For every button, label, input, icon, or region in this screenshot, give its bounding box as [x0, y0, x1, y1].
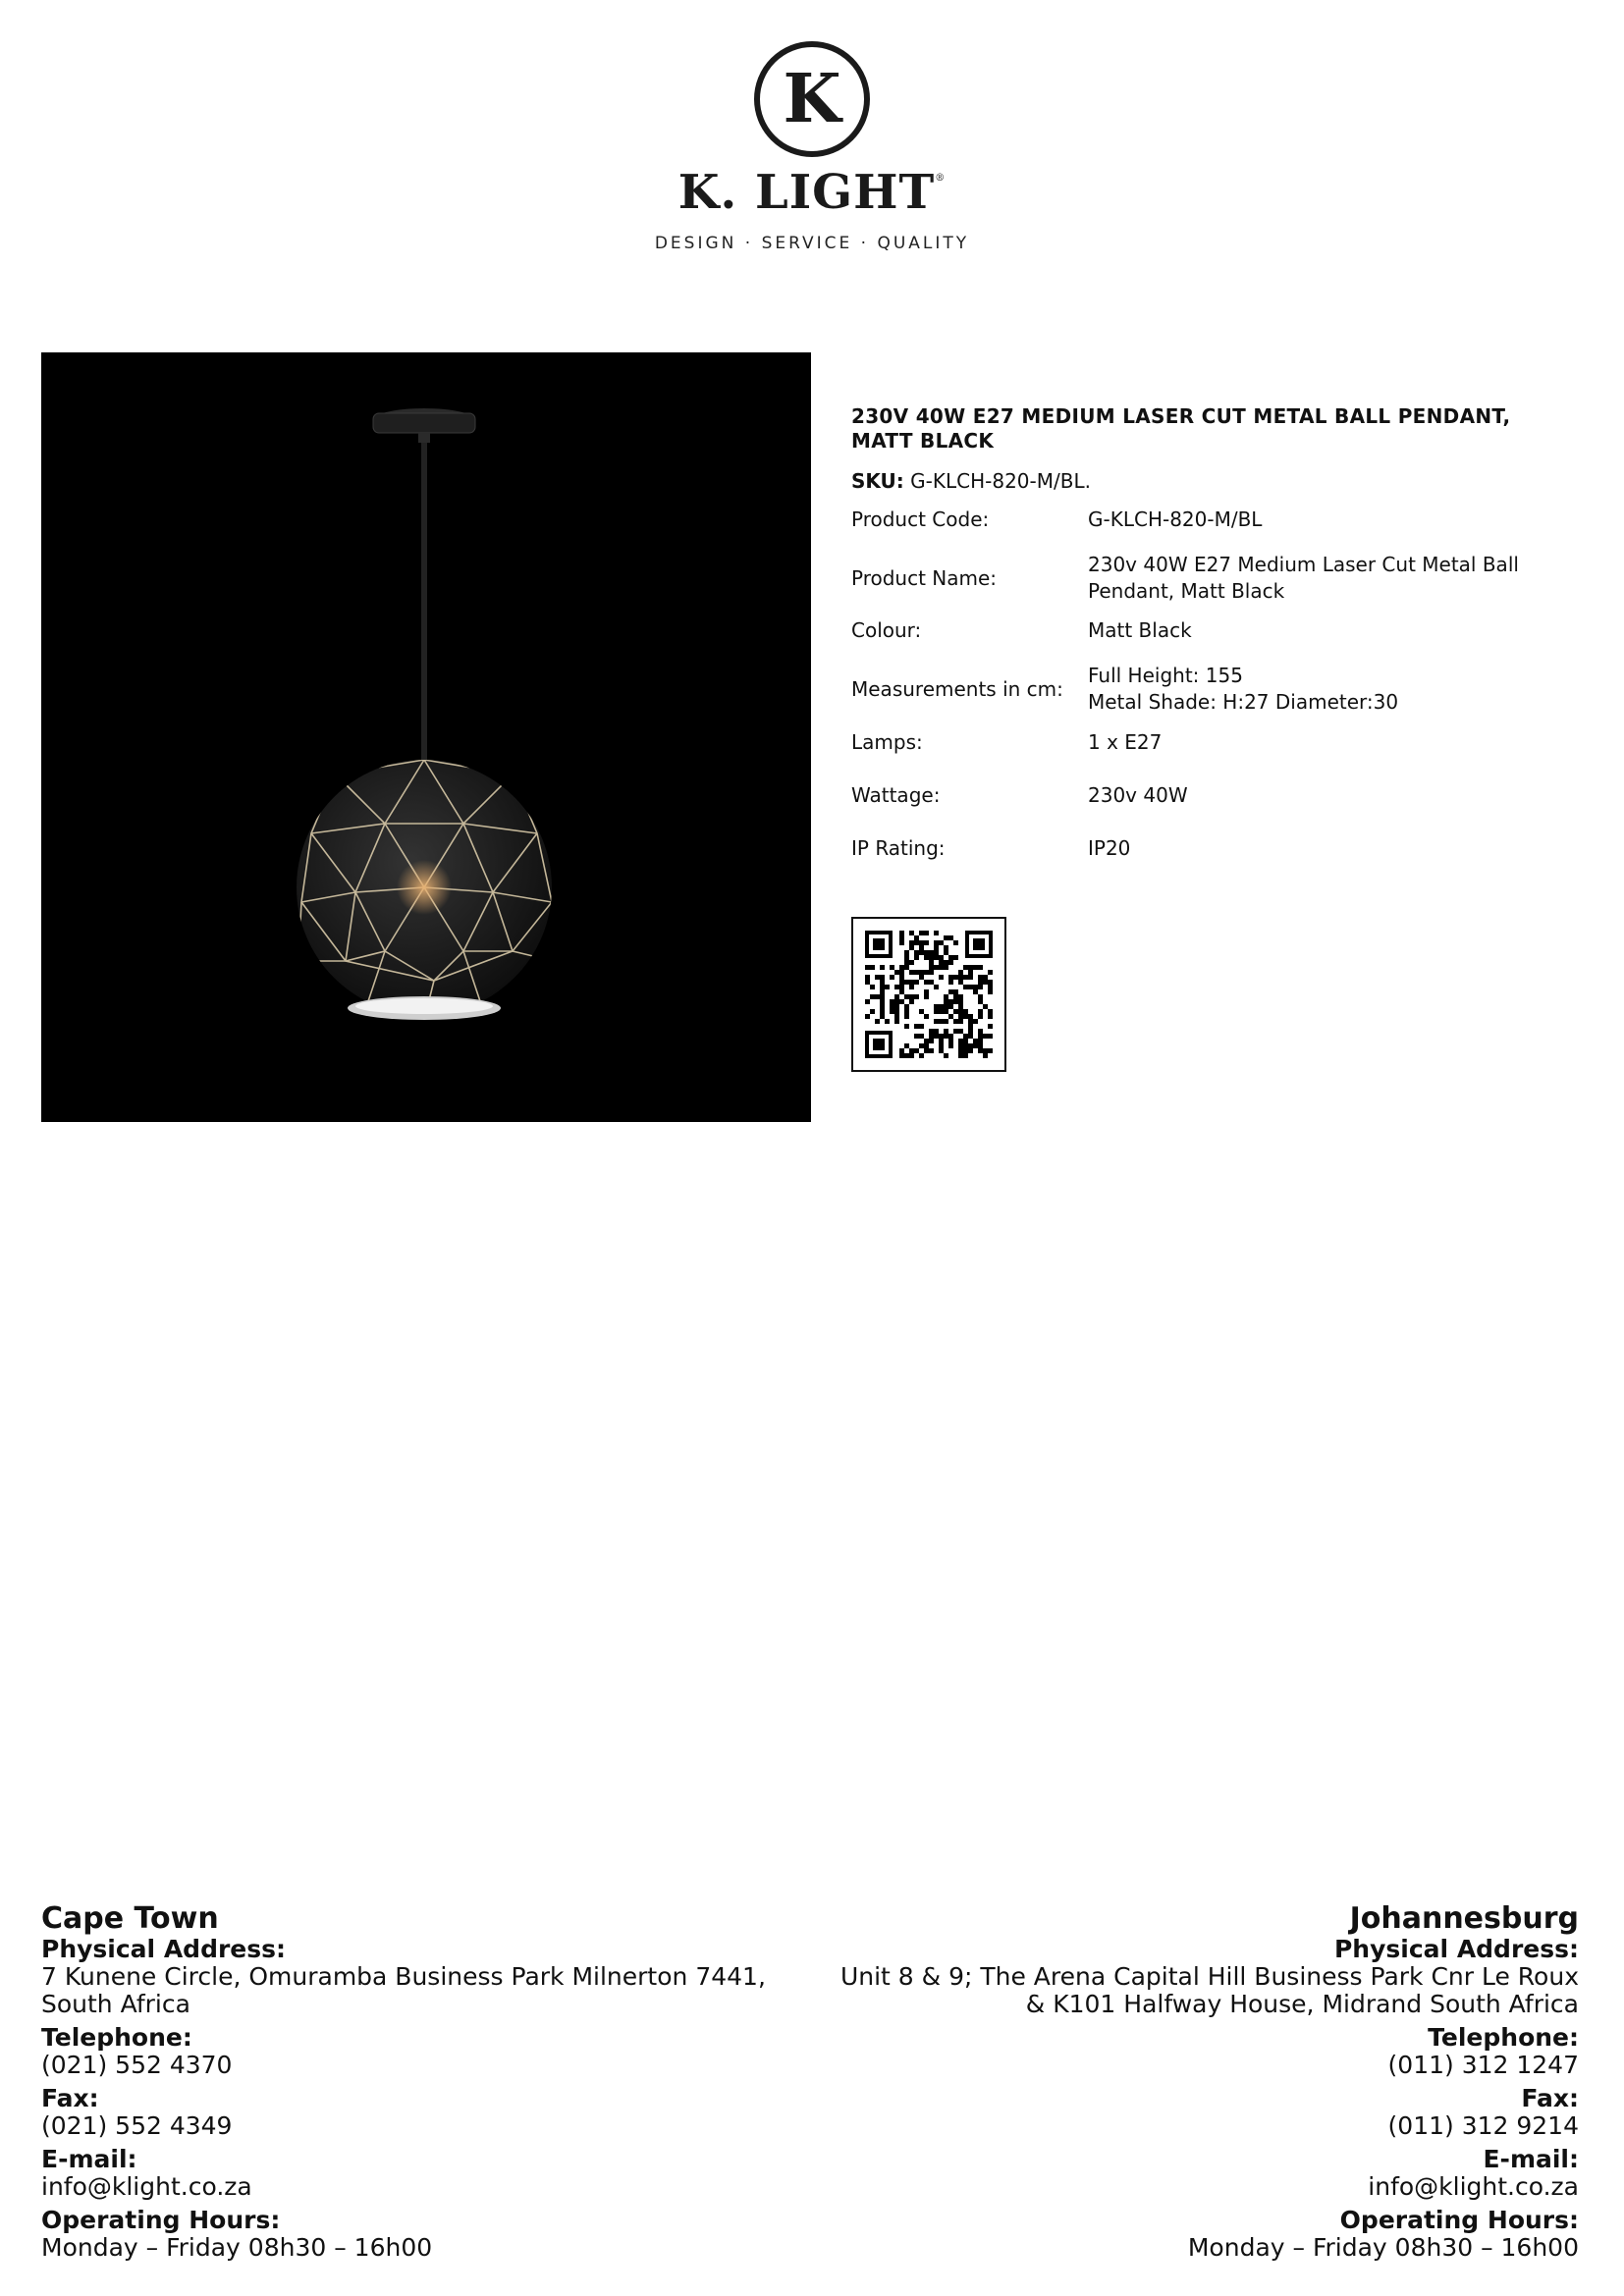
product-title: 230V 40W E27 MEDIUM LASER CUT METAL BALL PENDANT, MATT BLACK	[851, 404, 1511, 453]
brand-name	[0, 165, 1624, 220]
spec-value: G-KLCH-820-M/BL	[1088, 507, 1263, 531]
sku-value: G-KLCH-820-M/BL.	[910, 469, 1091, 493]
spec-value: IP20	[1088, 836, 1131, 860]
footer-cape-town	[41, 1902, 807, 2262]
qr-code[interactable]	[851, 917, 1006, 1072]
spec-label: Product Code:	[851, 507, 990, 531]
spec-value: 230v 40W E27 Medium Laser Cut Metal Ball Pendant, Matt Black	[1088, 553, 1519, 603]
hours-label: Operating Hours:	[41, 2206, 281, 2234]
spec-row-measurements	[851, 663, 1578, 716]
hours-value: Monday – Friday 08h30 – 16h00	[1187, 2233, 1579, 2262]
email-label: E-mail:	[41, 2145, 137, 2173]
sku-label: SKU:	[851, 469, 904, 493]
email-link[interactable]: info@klight.co.za	[1368, 2172, 1579, 2201]
address-line: South Africa	[41, 1990, 190, 2018]
spec-label: Product Name:	[851, 566, 998, 590]
spec-row-product-name	[851, 552, 1578, 605]
fax-value: (021) 552 4349	[41, 2111, 233, 2140]
spec-row-colour	[851, 617, 1578, 644]
spec-row-ip-rating	[851, 835, 1578, 862]
spec-label: Wattage:	[851, 783, 941, 807]
fax-label: Fax:	[1521, 2084, 1579, 2112]
company-logo	[0, 39, 1624, 253]
spec-row-wattage	[851, 782, 1578, 809]
k-circle-logo-icon	[752, 39, 872, 159]
spec-label: IP Rating:	[851, 836, 946, 860]
spec-label: Lamps:	[851, 730, 923, 754]
address-label: Physical Address:	[41, 1935, 287, 1963]
logo-letter: K	[783, 60, 841, 138]
product-details	[851, 404, 1578, 860]
spec-value: 1 x E27	[1088, 730, 1163, 754]
city-name: Johannesburg	[1349, 1901, 1579, 1936]
fax-value: (011) 312 9214	[1387, 2111, 1579, 2140]
city-name: Cape Town	[41, 1901, 219, 1936]
fax-label: Fax:	[41, 2084, 99, 2112]
spec-value-line: Full Height: 155	[1088, 664, 1243, 687]
telephone-label: Telephone:	[1428, 2023, 1579, 2052]
sku-line	[851, 469, 1578, 493]
email-label: E-mail:	[1483, 2145, 1579, 2173]
telephone-value[interactable]: (021) 552 4370	[41, 2051, 233, 2079]
address-line: Unit 8 & 9; The Arena Capital Hill Business Park Cnr Le Roux	[839, 1962, 1579, 1991]
address-line: 7 Kunene Circle, Omuramba Business Park Milnerton 7441,	[41, 1962, 766, 1991]
spec-row-product-code	[851, 507, 1578, 533]
brand-tagline: DESIGN · SERVICE · QUALITY	[654, 234, 970, 253]
spec-row-lamps	[851, 729, 1578, 756]
qr-code-icon	[853, 919, 1004, 1070]
pendant-lamp-illustration	[41, 352, 811, 1122]
spec-value-line: Metal Shade: H:27 Diameter:30	[1088, 690, 1399, 714]
spec-value: 230v 40W	[1088, 783, 1188, 807]
telephone-value[interactable]: (011) 312 1247	[1387, 2051, 1579, 2079]
hours-value: Monday – Friday 08h30 – 16h00	[41, 2233, 433, 2262]
telephone-label: Telephone:	[41, 2023, 192, 2052]
hours-label: Operating Hours:	[1339, 2206, 1579, 2234]
brand-text: K. LIGHT	[677, 165, 936, 220]
product-image	[41, 352, 811, 1122]
spec-label: Colour:	[851, 618, 922, 642]
address-label: Physical Address:	[1333, 1935, 1579, 1963]
spec-value: Matt Black	[1088, 618, 1192, 642]
footer-johannesburg	[813, 1902, 1579, 2262]
spec-label: Measurements in cm:	[851, 677, 1063, 701]
registered-mark: ®	[935, 173, 947, 184]
email-link[interactable]: info@klight.co.za	[41, 2172, 252, 2201]
address-line: & K101 Halfway House, Midrand South Africa	[1025, 1990, 1579, 2018]
spec-value	[1088, 663, 1549, 716]
